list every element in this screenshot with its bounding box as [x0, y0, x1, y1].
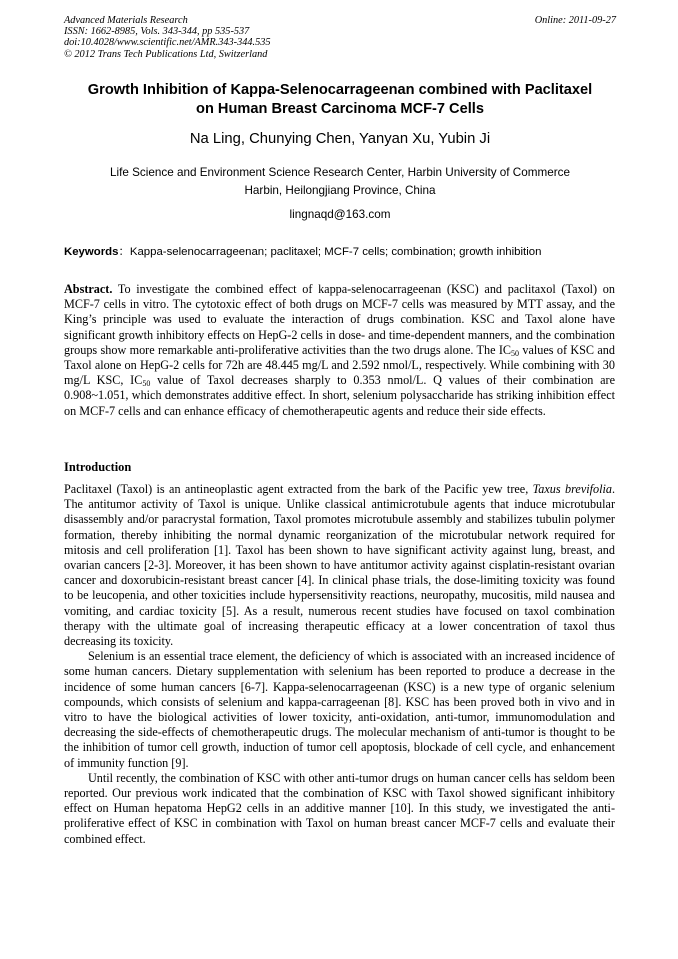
introduction-paragraph-1	[64, 482, 615, 649]
abstract-subscript-1: 50	[511, 348, 520, 358]
abstract-subscript-2: 50	[142, 379, 151, 389]
introduction-paragraph-3: Until recently, the combination of KSC with other anti-tumor drugs on human cancer cells has seldom been reported. Our previous work indicated that the combination of KSC with Taxol showed significant inhibitory effect on Human hepatoma HepG2 cells in an additive manner [10]. In this study, we investigated the anti-proliferative effect of KSC in combination with Taxol on human breast cancer MCF-7 cells and evaluate their combined effect.	[64, 770, 615, 846]
journal-name: Advanced Materials Research	[64, 15, 188, 26]
introduction-paragraph-2: Selenium is an essential trace element, the deficiency of which is associated with an increased incidence of some human cancers. Dietary supplementation with selenium has been reported to produce a decrease in the incidence of some human cancers [6-7]. Kappa-selenocarrageenan (KSC) is a new type of organic selenium compounds, which consists of selenium and kappa-carrageenan [8]. KSC has been proved both in vivo and in vitro to have the biological activities of lower toxicity, anti-oxidation, anti-tumor, immunomodulation and decreasing the side-effects of chemotherapeutic drugs. The molecular mechanism of anti-tumor is thought to be the inhibition of tumor cell growth, induction of tumor cell apoptosis, blockade of cell cycle, and enhancement of immunity function [9].	[64, 649, 615, 770]
paper-title-line-1: Growth Inhibition of Kappa-Selenocarrageenan combined with Paclitaxel	[87, 82, 593, 98]
keywords	[64, 244, 624, 260]
abstract-text-1: To investigate the combined effect of kappa-selenocarrageenan (KSC) and paclitaxol (Taxol) on MCF-7 cells in vitro. The cytotoxic effect of both drugs on MCF-7 cells was measured by MTT assay, and the King’s principle was used to evaluate the interaction of drugs combination. KSC and Taxol alone have significant growth inhibitory effects on HepG-2 cells in dose- and time-dependent manners, and the combination groups show more remarkable anti-proliferative activities than the two drugs alone. The IC	[64, 282, 615, 357]
section-heading-introduction: Introduction	[64, 460, 132, 474]
keywords-separator: ：	[118, 246, 130, 258]
abstract-label: Abstract.	[64, 282, 113, 296]
paper-title-line-2: on Human Breast Carcinoma MCF-7 Cells	[196, 100, 484, 117]
journal-doi: doi:10.4028/www.scientific.net/AMR.343-344.535	[64, 37, 271, 49]
author-email: lingnaqd@163.com	[289, 208, 391, 221]
author-list: Na Ling, Chunying Chen, Yanyan Xu, Yubin Ji	[189, 131, 491, 147]
introduction-body	[64, 482, 615, 847]
keywords-text: Kappa-selenocarrageenan; paclitaxel; MCF-7 cells; combination; growth inhibition	[129, 246, 542, 258]
intro-p1-text-b: . The antitumor activity of Taxol is unique. Unlike classical antimicrotubule agents that induce microtubular disassembly and/or paracrystal formation, Taxol promotes microtubule assembly and stabilizes tubulin polymer formation, thereby inhibiting the normal dynamic reorganization of the microtubular network required for mitosis and cell proliferation [1]. Taxol has been shown to have significant activity against lung, breast, and ovarian cancers [2-3]. Moreover, it has been shown to have antitumor activity against cisplatin-resistant ovarian cancer and doxorubicin-resistant breast cancer [4]. In clinical phase trials, the dose-limiting toxicity was found to be leucopenia, and other toxicities include hypersensitivity reactions, neuropathy, mucositis, mild nausea and vomiting, and cardiac toxicity [5]. As a result, numerous recent studies have focused on taxol combination therapy with the ultimate goal of increasing therapeutic efficacy at a lower concentration of taxol thus decreasing its toxicity.	[64, 482, 616, 649]
journal-issn: ISSN: 1662-8985, Vols. 343-344, pp 535-537	[64, 26, 250, 38]
affiliation-line-2: Harbin, Heilongjiang Province, China	[244, 183, 436, 197]
keywords-label: Keywords	[64, 246, 119, 258]
intro-p1-text-a: Paclitaxel (Taxol) is an antineoplastic agent extracted from the bark of the Pacific yew tree,	[64, 482, 533, 496]
abstract-text-2: values of KSC and Taxol alone on HepG-2 cells for 72h are 48.445 mg/L and 2.592 nmol/L, respectively. While combining with 30 mg/L KSC, IC	[64, 342, 615, 388]
affiliation-line-1: Life Science and Environment Science Research Center, Harbin University of Commerce	[110, 166, 570, 179]
online-date: Online: 2011-09-27	[534, 15, 616, 26]
paper-title	[40, 81, 640, 118]
abstract	[64, 282, 615, 419]
abstract-text-3: value of Taxol decreases sharply to 0.353 nmol/L. Q values of their combination are 0.908~1.051, which demonstrates additive effect. In short, selenium polysaccharide has striking inhibition effect on MCF-7 cells and can enhance efficacy of chemotherapeutic agents and reduce their side effects.	[64, 373, 615, 418]
affiliation	[40, 164, 640, 200]
journal-header	[64, 15, 616, 60]
journal-copyright: © 2012 Trans Tech Publications Ltd, Switzerland	[64, 48, 268, 60]
intro-p1-species-name: Taxus brevifolia	[532, 482, 612, 496]
